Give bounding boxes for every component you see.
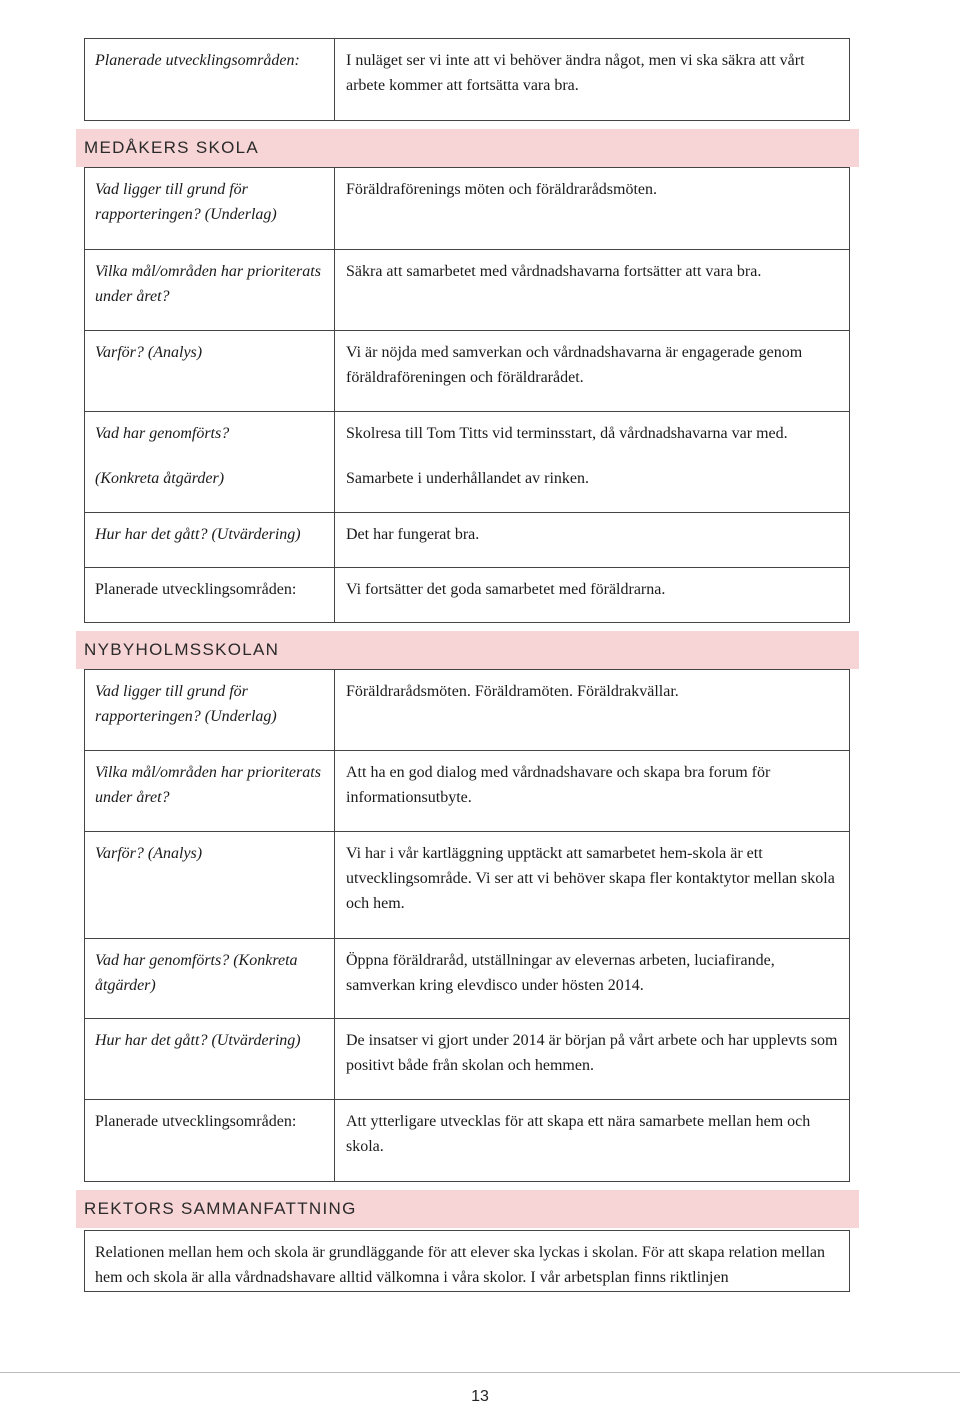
footer-divider — [0, 1372, 960, 1373]
row-label: Planerade utvecklingsområden: — [85, 568, 335, 622]
page-number: 13 — [471, 1388, 489, 1405]
row-label: Planerade utvecklingsområden: — [85, 39, 335, 120]
table-row — [85, 250, 849, 331]
row-label: Hur har det gått? (Utvärdering) — [85, 513, 335, 567]
row-label: Vad har genomförts? (Konkreta åtgärder) — [85, 939, 335, 1018]
row-label: Varför? (Analys) — [85, 832, 335, 938]
row-value: Det har fungerat bra. — [346, 526, 480, 543]
table-row — [85, 568, 849, 623]
row-label: Varför? (Analys) — [85, 331, 335, 411]
section-heading-nybyholm: NYBYHOLMSSKOLAN — [76, 631, 859, 669]
table-row — [85, 939, 849, 1019]
top-table — [84, 38, 850, 121]
row-value: Föräldraförenings möten och föräldrarådsmöten. — [346, 181, 658, 198]
row-label: Vilka mål/områden har prioriterats under året? — [85, 751, 335, 831]
row-value: Vi är nöjda med samverkan och vårdnadshavarna är engagerade genom föräldraföreningen och föräldrarådet. — [346, 344, 803, 386]
row-value-line: Skolresa till Tom Titts vid terminsstart, då vårdnadshavarna var med. — [346, 425, 788, 442]
table-row — [85, 39, 849, 121]
table-row — [85, 1100, 849, 1182]
nybyholm-table — [84, 669, 850, 1182]
row-value: Vi har i vår kartläggning upptäckt att samarbetet hem-skola är ett utvecklingsområde. Vi ser att vi behöver skapa fler kontaktytor mellan skola och hem. — [346, 845, 835, 912]
row-label: Hur har det gått? (Utvärdering) — [85, 1019, 335, 1099]
row-value: Vi fortsätter det goda samarbetet med föräldrarna. — [346, 581, 666, 598]
row-label: Vilka mål/områden har prioriterats under året? — [85, 250, 335, 330]
row-label: Planerade utvecklingsområden: — [85, 1100, 335, 1181]
row-label — [85, 412, 335, 512]
table-row — [85, 513, 849, 568]
table-row — [85, 751, 849, 832]
row-value-line: Samarbete i underhållandet av rinken. — [346, 470, 590, 487]
table-row — [85, 832, 849, 939]
section-heading-medakers: MEDÅKERS SKOLA — [76, 129, 859, 167]
row-value: Säkra att samarbetet med vårdnadshavarna fortsätter att vara bra. — [346, 263, 762, 280]
row-value: Föräldrarådsmöten. Föräldramöten. Föräldrakvällar. — [346, 683, 679, 700]
table-row — [85, 1019, 849, 1100]
row-value: Att ha en god dialog med vårdnadshavare och skapa bra forum för informationsutbyte. — [346, 764, 771, 806]
row-value: De insatser vi gjort under 2014 är början på vårt arbete och har upplevts som positivt både från skolan och hemmen. — [346, 1032, 838, 1074]
section-heading-rektor: REKTORS SAMMANFATTNING — [76, 1190, 859, 1228]
row-label-line: Vad har genomförts? — [95, 425, 230, 442]
rektor-summary-text: Relationen mellan hem och skola är grundläggande för att elever ska lyckas i skolan. För att skapa relation mellan hem och skola är alla vårdnadshavare alltid välkomna i våra skolor. I vår arbetsplan finns riktlinjen — [84, 1230, 850, 1292]
row-value: Öppna föräldraråd, utställningar av elevernas arbeten, luciafirande, samverkan kring elevdisco under hösten 2014. — [346, 952, 775, 994]
row-label: Vad ligger till grund för rapporteringen? (Underlag) — [85, 670, 335, 750]
row-label: Vad ligger till grund för rapporteringen? (Underlag) — [85, 168, 335, 249]
table-row — [85, 412, 849, 513]
row-label-line: (Konkreta åtgärder) — [95, 470, 225, 487]
table-row — [85, 670, 849, 751]
table-row — [85, 168, 849, 250]
row-value — [335, 412, 849, 512]
table-row — [85, 331, 849, 412]
medakers-table — [84, 167, 850, 623]
row-value: Att ytterligare utvecklas för att skapa ett nära samarbete mellan hem och skola. — [346, 1113, 811, 1155]
row-value: I nuläget ser vi inte att vi behöver ändra något, men vi ska säkra att vårt arbete kommer att fortsätta vara bra. — [346, 52, 805, 94]
